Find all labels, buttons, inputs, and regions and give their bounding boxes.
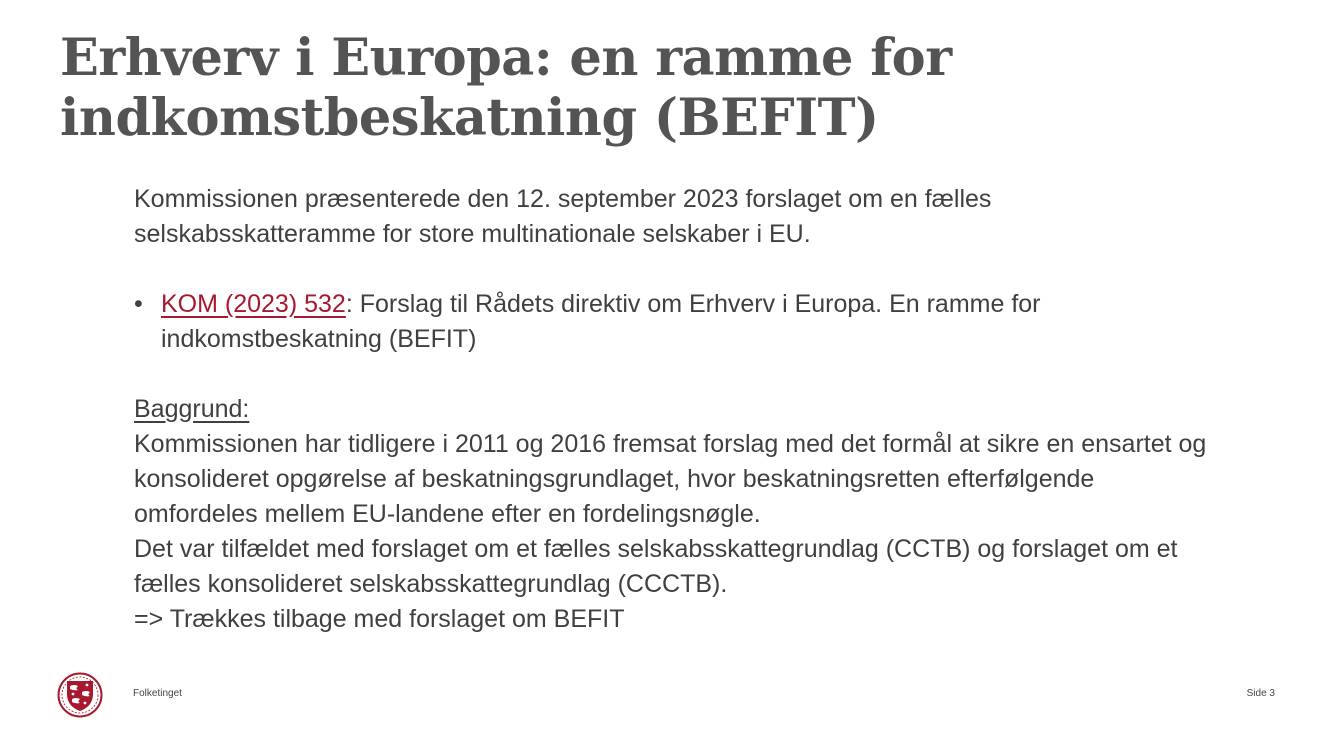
background-paragraph-2: Det var tilfældet med forslaget om et fælles selskabsskattegrundlag (CCTB) og forslaget om et fælles konsolideret selskabsskattegrundlag (CCCTB). [134,535,1178,598]
folketinget-crest-icon [57,672,103,718]
slide-body [134,182,1214,637]
footer-organization: Folketinget [133,688,182,699]
slide-title: Erhverv i Europa: en ramme for indkomstbeskatning (BEFIT) [60,28,952,148]
page-number: Side 3 [1246,688,1275,699]
background-heading: Baggrund: [134,395,250,423]
background-paragraph-3: => Trækkes tilbage med forslaget om BEFIT [134,605,625,633]
intro-paragraph: Kommissionen præsenterede den 12. september 2023 forslaget om en fælles selskabsskatteramme for store multinationale selskaber i EU. [134,185,992,248]
bullet-marker: • [134,290,143,318]
bullet-text: : Forslag til Rådets direktiv om Erhverv i Europa. En ramme for indkomstbeskatning (BEFIT) [161,290,1041,353]
background-paragraph-1: Kommissionen har tidligere i 2011 og 2016 fremsat forslag med det formål at sikre en ensartet og konsolideret opgørelse af beskatningsgrundlaget, hvor beskatningsretten efterfølgende omfordeles mellem EU-landene efter en fordelingsnøgle. [134,430,1207,528]
document-link[interactable]: KOM (2023) 532 [161,290,346,318]
document-bullet [134,287,1214,357]
